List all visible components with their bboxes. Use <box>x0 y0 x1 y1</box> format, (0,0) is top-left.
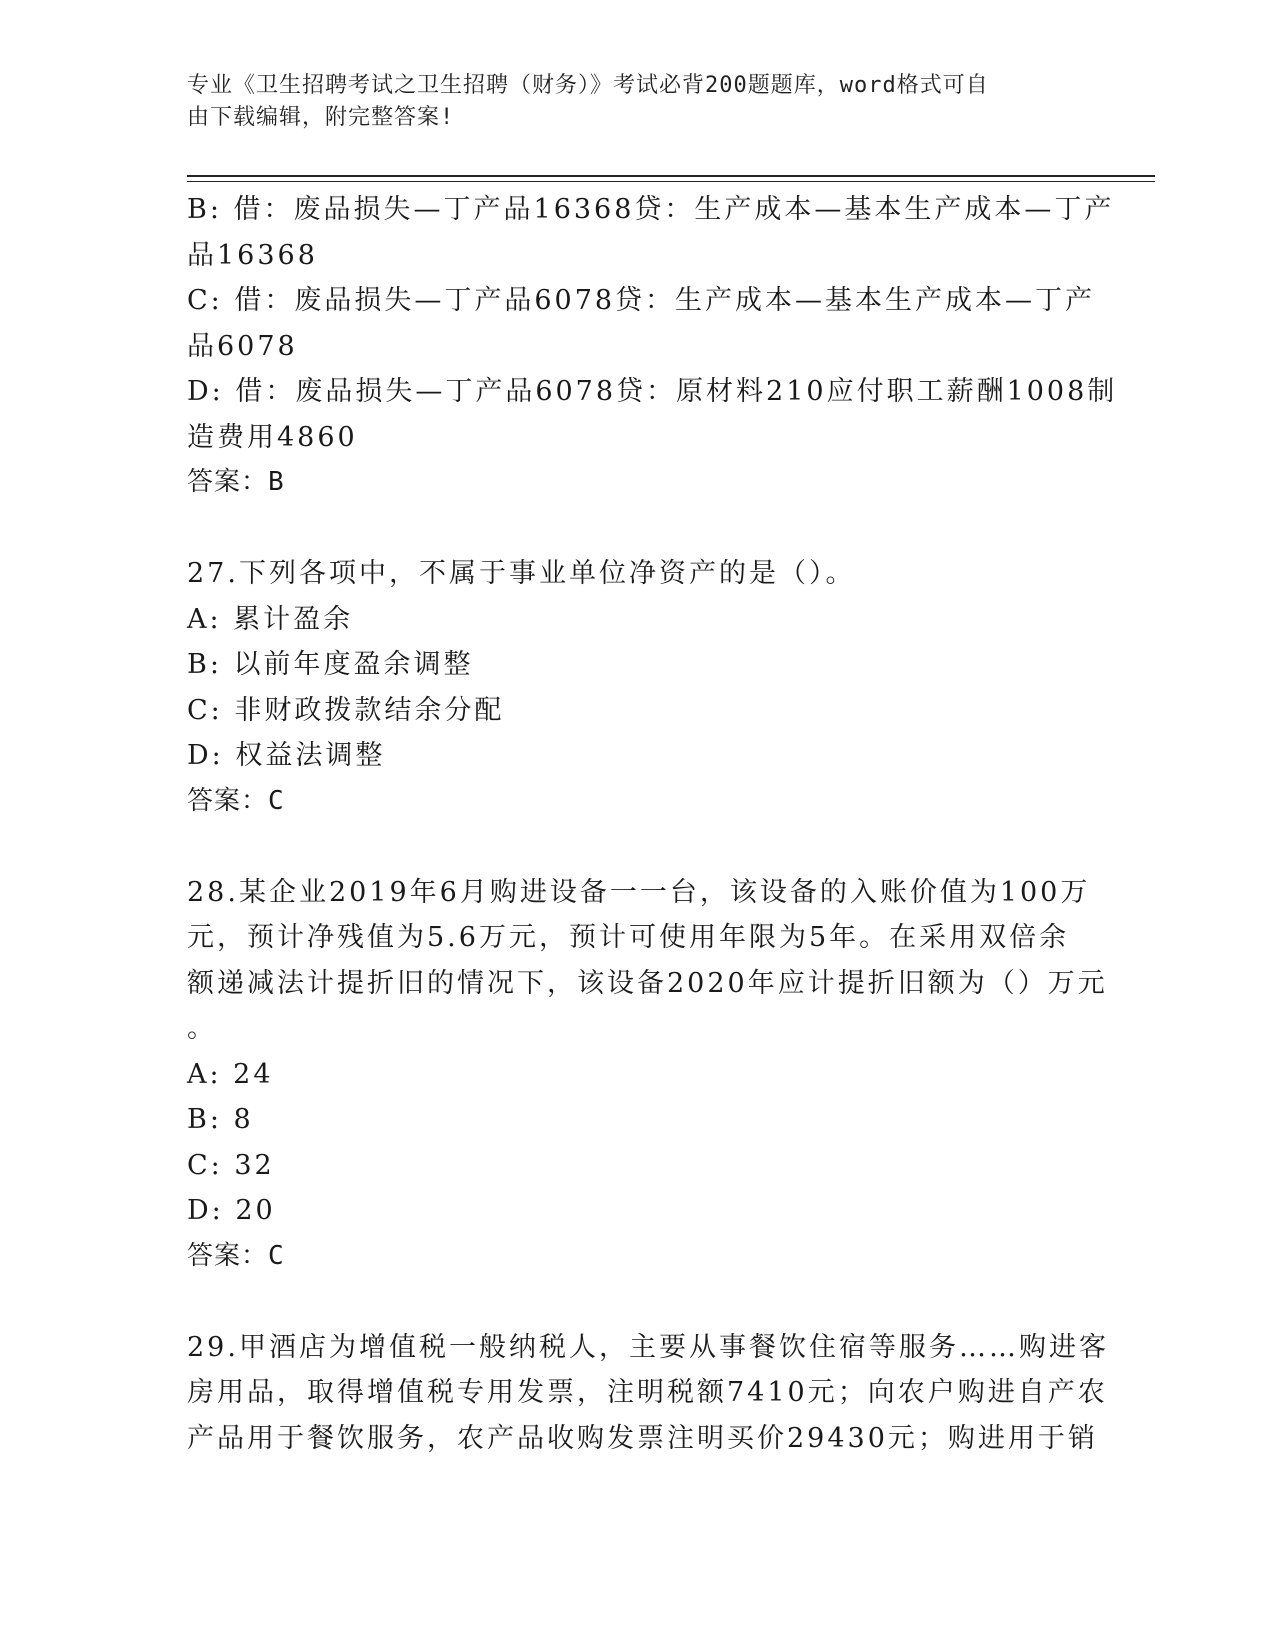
option-b-line-1: B: 借：废品损失—丁产品16368贷：生产成本—基本生产成本—丁产 <box>187 194 1115 225</box>
header-title-line-1: 专业《卫生招聘考试之卫生招聘（财务）》考试必背200题题库，word格式可自 <box>187 73 989 98</box>
header-divider-thick <box>187 175 1155 177</box>
answer: 答案：C <box>187 785 285 816</box>
question-stem-line-3: 额递减法计提折旧的情况下，该设备2020年应计提折旧额为（）万元 <box>187 967 1108 999</box>
option-b: B: 8 <box>187 1104 254 1135</box>
spacer <box>187 824 1067 870</box>
option-d: D: 权益法调整 <box>187 740 386 771</box>
spacer <box>187 506 1067 552</box>
document-header <box>187 70 1067 134</box>
question-stem-line-2: 房用品，取得增值税专用发票，注明税额7410元；向农户购进自产农 <box>187 1377 1108 1408</box>
option-c-line-2: 品6078 <box>187 330 298 362</box>
question-stem-line-2: 元，预计净残值为5.6万元，预计可使用年限为5年。在采用双倍余 <box>187 922 1070 953</box>
option-d-line-2: 造费用4860 <box>187 421 358 453</box>
question-stem-line-3: 产品用于餐饮服务，农产品收购发票注明买价29430元；购进用于销 <box>187 1422 1098 1454</box>
option-c-line-1: C: 借：废品损失—丁产品6078贷：生产成本—基本生产成本—丁产 <box>187 285 1096 316</box>
question-stem: 27.下列各项中，不属于事业单位净资产的是（）。 <box>187 558 856 589</box>
question-27 <box>187 551 1067 824</box>
spacer <box>187 1279 1067 1325</box>
option-a: A: 24 <box>187 1058 274 1090</box>
option-c: C: 非财政拨款结余分配 <box>187 694 505 726</box>
header-divider-thin <box>187 181 1155 182</box>
option-a: A: 累计盈余 <box>187 603 354 635</box>
question-stem-line-1: 28.某企业2019年6月购进设备一一台，该设备的入账价值为100万 <box>187 876 1091 908</box>
answer: 答案：C <box>187 1240 285 1271</box>
question-29 <box>187 1325 1109 1462</box>
option-b: B: 以前年度盈余调整 <box>187 649 474 680</box>
header-title-line-2: 由下载编辑，附完整答案! <box>187 105 455 130</box>
option-b-line-2: 品16368 <box>187 239 318 271</box>
question-stem-line-1: 29.甲酒店为增值税一般纳税人，主要从事餐饮住宿等服务……购进客 <box>187 1331 1109 1363</box>
question-28 <box>187 870 1108 1280</box>
answer: 答案：B <box>187 467 285 497</box>
option-d-line-1: D: 借：废品损失—丁产品6078贷：原材料210应付职工薪酬1008制 <box>187 376 1118 407</box>
question-list <box>187 187 1118 1461</box>
option-d: D: 20 <box>187 1195 276 1226</box>
question-stem-line-4: 。 <box>187 1013 217 1044</box>
question-26 <box>187 187 1118 506</box>
option-c: C: 32 <box>187 1149 275 1181</box>
